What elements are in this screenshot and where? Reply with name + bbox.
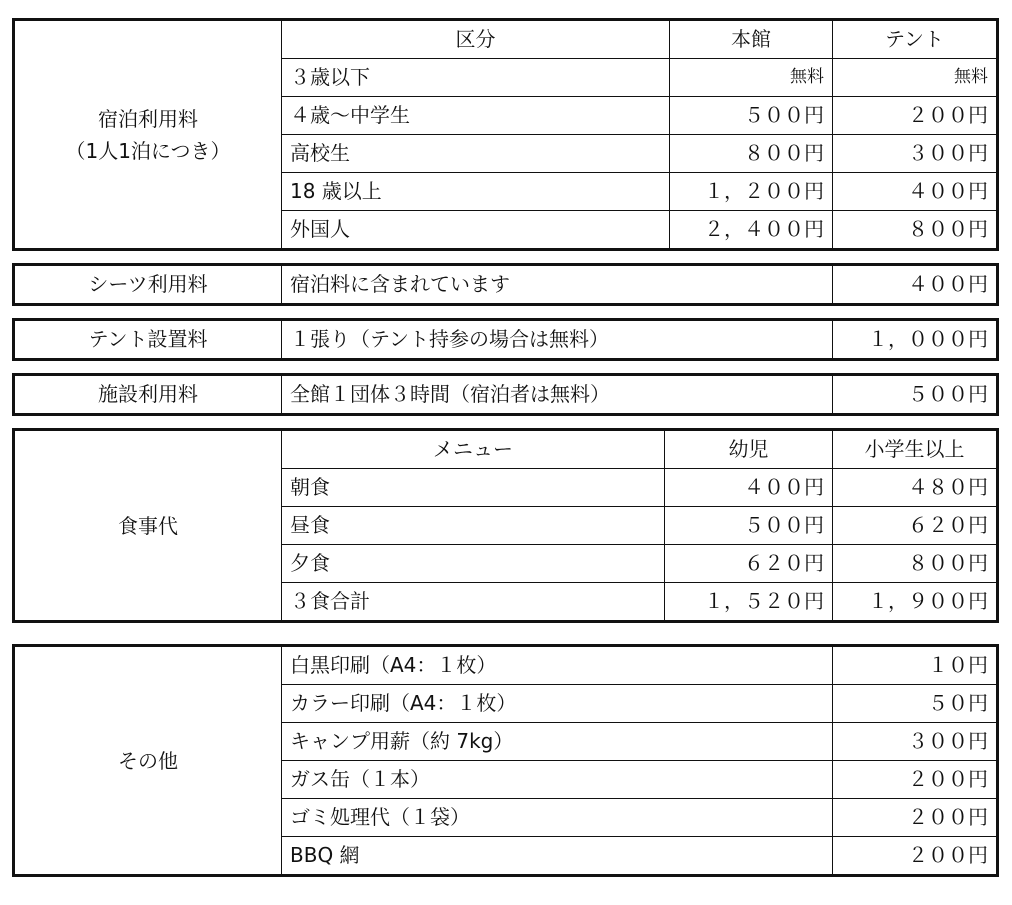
meal-header-elementary-up: 小学生以上 [833,430,998,469]
other-item: BBQ 網 [282,837,833,876]
tent-setup-fee-table [12,318,999,361]
meal-elementary-price: ４８０円 [833,469,998,507]
table-row [14,646,998,685]
meal-header-infant: 幼児 [665,430,833,469]
tent-setup-label: テント設置料 [14,320,282,360]
lodging-header-tent: テント [833,20,998,59]
lodging-header-main-building: 本館 [670,20,833,59]
meal-menu: 朝食 [282,469,665,507]
lodging-tent-price: 無料 [833,59,998,97]
lodging-main-price: ５００円 [670,97,833,135]
lodging-category: ４歳〜中学生 [282,97,670,135]
lodging-main-price: ２，４００円 [670,211,833,250]
meal-header-row [14,430,998,469]
other-label: その他 [14,646,282,876]
meal-infant-price: ６２０円 [665,545,833,583]
other-item: ゴミ処理代（１袋） [282,799,833,837]
meal-menu: 昼食 [282,507,665,545]
sheets-description: 宿泊料に含まれています [282,265,833,305]
lodging-category: ３歳以下 [282,59,670,97]
table-row [14,265,998,305]
lodging-category: 外国人 [282,211,670,250]
facility-description: 全館１団体３時間（宿泊者は無料） [282,375,833,415]
meal-label: 食事代 [14,430,282,622]
meal-infant-price: ４００円 [665,469,833,507]
lodging-tent-price: ４００円 [833,173,998,211]
other-item: 白黒印刷（A4：１枚） [282,646,833,685]
other-item: ガス缶（１本） [282,761,833,799]
lodging-main-price: １，２００円 [670,173,833,211]
lodging-header-row [14,20,998,59]
meal-elementary-price: １，９００円 [833,583,998,622]
other-price: ３００円 [833,723,998,761]
facility-label: 施設利用料 [14,375,282,415]
meal-fee-table [12,428,999,623]
sheets-price: ４００円 [833,265,998,305]
other-price: １０円 [833,646,998,685]
lodging-tent-price: ８００円 [833,211,998,250]
meal-elementary-price: ８００円 [833,545,998,583]
other-price: ２００円 [833,837,998,876]
meal-menu: 夕食 [282,545,665,583]
other-price: ５０円 [833,685,998,723]
lodging-tent-price: ２００円 [833,97,998,135]
meal-elementary-price: ６２０円 [833,507,998,545]
meal-header-menu: メニュー [282,430,665,469]
lodging-category: 高校生 [282,135,670,173]
lodging-tent-price: ３００円 [833,135,998,173]
facility-price: ５００円 [833,375,998,415]
table-row [14,375,998,415]
sheets-label: シーツ利用料 [14,265,282,305]
meal-infant-price: ５００円 [665,507,833,545]
meal-infant-price: １，５２０円 [665,583,833,622]
lodging-label-line2: （1人1泊につき） [65,138,231,163]
lodging-main-price: 無料 [670,59,833,97]
other-item: カラー印刷（A4：１枚） [282,685,833,723]
other-item: キャンプ用薪（約 7kg） [282,723,833,761]
sheets-fee-table [12,263,999,306]
facility-fee-table [12,373,999,416]
other-price: ２００円 [833,799,998,837]
lodging-fee-table [12,18,999,251]
table-row [14,320,998,360]
lodging-label-line1: 宿泊利用料 [98,106,198,131]
other-fee-table [12,644,999,877]
lodging-main-price: ８００円 [670,135,833,173]
lodging-category: 18 歳以上 [282,173,670,211]
lodging-header-category: 区分 [282,20,670,59]
meal-menu: ３食合計 [282,583,665,622]
tent-setup-price: １，０００円 [833,320,998,360]
other-price: ２００円 [833,761,998,799]
tent-setup-description: １張り（テント持参の場合は無料） [282,320,833,360]
lodging-label [14,20,282,250]
